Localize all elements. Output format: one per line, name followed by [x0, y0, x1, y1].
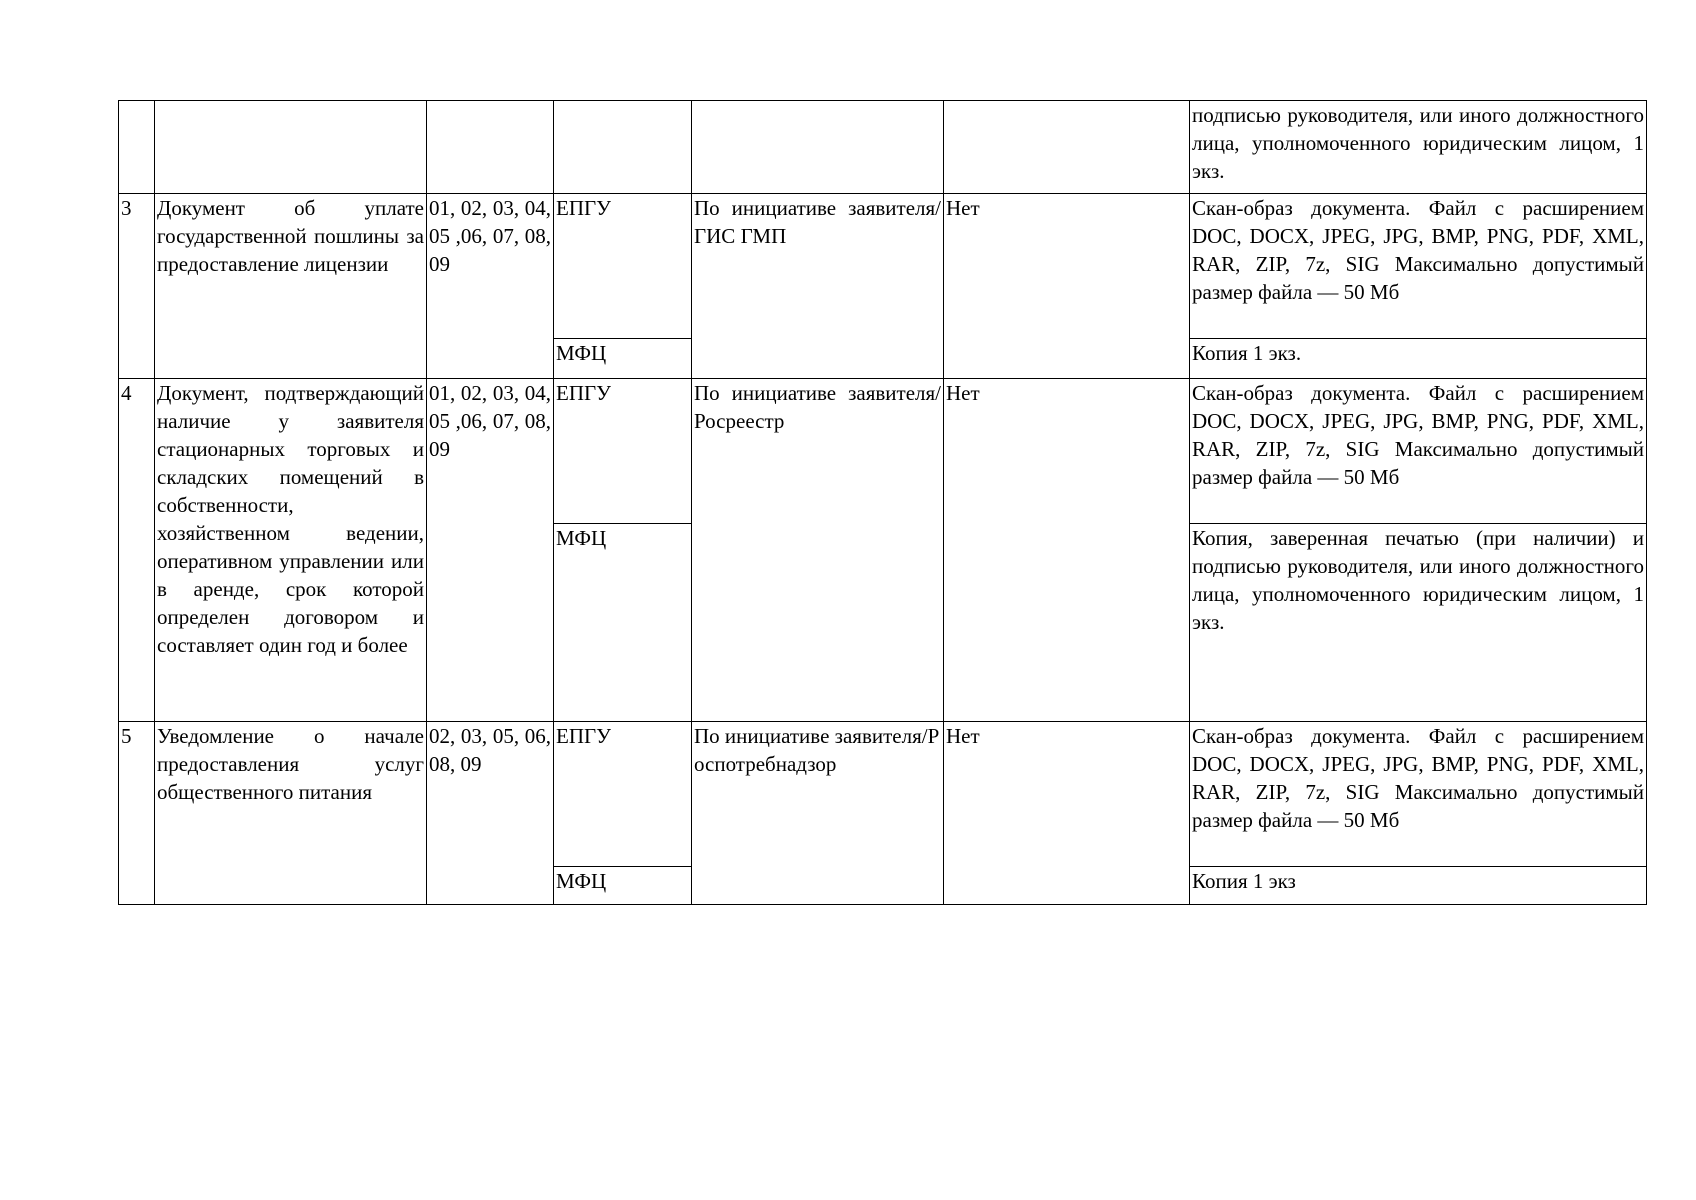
row-number: 5: [119, 722, 155, 905]
required-flag: Нет: [944, 194, 1190, 379]
submission-channel-mfc: МФЦ: [554, 867, 692, 905]
submission-channel: [554, 101, 692, 194]
document-format-epgu: Скан-образ документа. Файл с расширением DOC, DOCX, JPEG, JPG, BMP, PNG, PDF, XML, RAR, ZIP, 7z, SIG Максимально допустимый размер файла — 50 Мб: [1190, 722, 1647, 867]
row-number: [119, 101, 155, 194]
document-name: Уведомление о начале предоставления услуг общественного питания: [155, 722, 427, 905]
submission-channel-mfc: МФЦ: [554, 339, 692, 379]
row-number: 3: [119, 194, 155, 379]
document-name: Документ об уплате государственной пошлины за предоставление лицензии: [155, 194, 427, 379]
document-source: По инициативе заявителя/Роспотребнадзор: [692, 722, 944, 905]
table-row: [119, 101, 1647, 194]
document-name: [155, 101, 427, 194]
document-format: подписью руководителя, или иного должностного лица, уполномоченного юридическим лицом, 1 экз.: [1190, 101, 1647, 194]
applicant-codes: 02, 03, 05, 06, 08, 09: [427, 722, 554, 905]
document-format-epgu: Скан-образ документа. Файл с расширением DOC, DOCX, JPEG, JPG, BMP, PNG, PDF, XML, RAR, ZIP, 7z, SIG Максимально допустимый размер файла — 50 Мб: [1190, 194, 1647, 339]
table-row: [119, 722, 1647, 867]
document-format-mfc: Копия 1 экз.: [1190, 339, 1647, 379]
submission-channel-mfc: МФЦ: [554, 524, 692, 722]
table-row: [119, 194, 1647, 339]
submission-channel-epgu: ЕПГУ: [554, 379, 692, 524]
required-flag: Нет: [944, 722, 1190, 905]
document-name: Документ, подтверждающий наличие у заявителя стационарных торговых и складских помещений в собственности, хозяйственном ведении, оперативном управлении или в аренде, срок которой определен договором и составляет один год и более: [155, 379, 427, 722]
documents-table: [118, 100, 1647, 905]
document-source: [692, 101, 944, 194]
applicant-codes: [427, 101, 554, 194]
applicant-codes: 01, 02, 03, 04, 05 ,06, 07, 08, 09: [427, 379, 554, 722]
document-format-mfc: Копия 1 экз: [1190, 867, 1647, 905]
document-source: По инициативе заявителя/ГИС ГМП: [692, 194, 944, 379]
submission-channel-epgu: ЕПГУ: [554, 722, 692, 867]
row-number: 4: [119, 379, 155, 722]
submission-channel-epgu: ЕПГУ: [554, 194, 692, 339]
document-format-mfc: Копия, заверенная печатью (при наличии) и подписью руководителя, или иного должностного лица, уполномоченного юридическим лицом, 1 экз.: [1190, 524, 1647, 722]
document-source: По инициативе заявителя/Росреестр: [692, 379, 944, 722]
required-flag: Нет: [944, 379, 1190, 722]
applicant-codes: 01, 02, 03, 04, 05 ,06, 07, 08, 09: [427, 194, 554, 379]
table-row: [119, 379, 1647, 524]
required-flag: [944, 101, 1190, 194]
document-format-epgu: Скан-образ документа. Файл с расширением DOC, DOCX, JPEG, JPG, BMP, PNG, PDF, XML, RAR, ZIP, 7z, SIG Максимально допустимый размер файла — 50 Мб: [1190, 379, 1647, 524]
